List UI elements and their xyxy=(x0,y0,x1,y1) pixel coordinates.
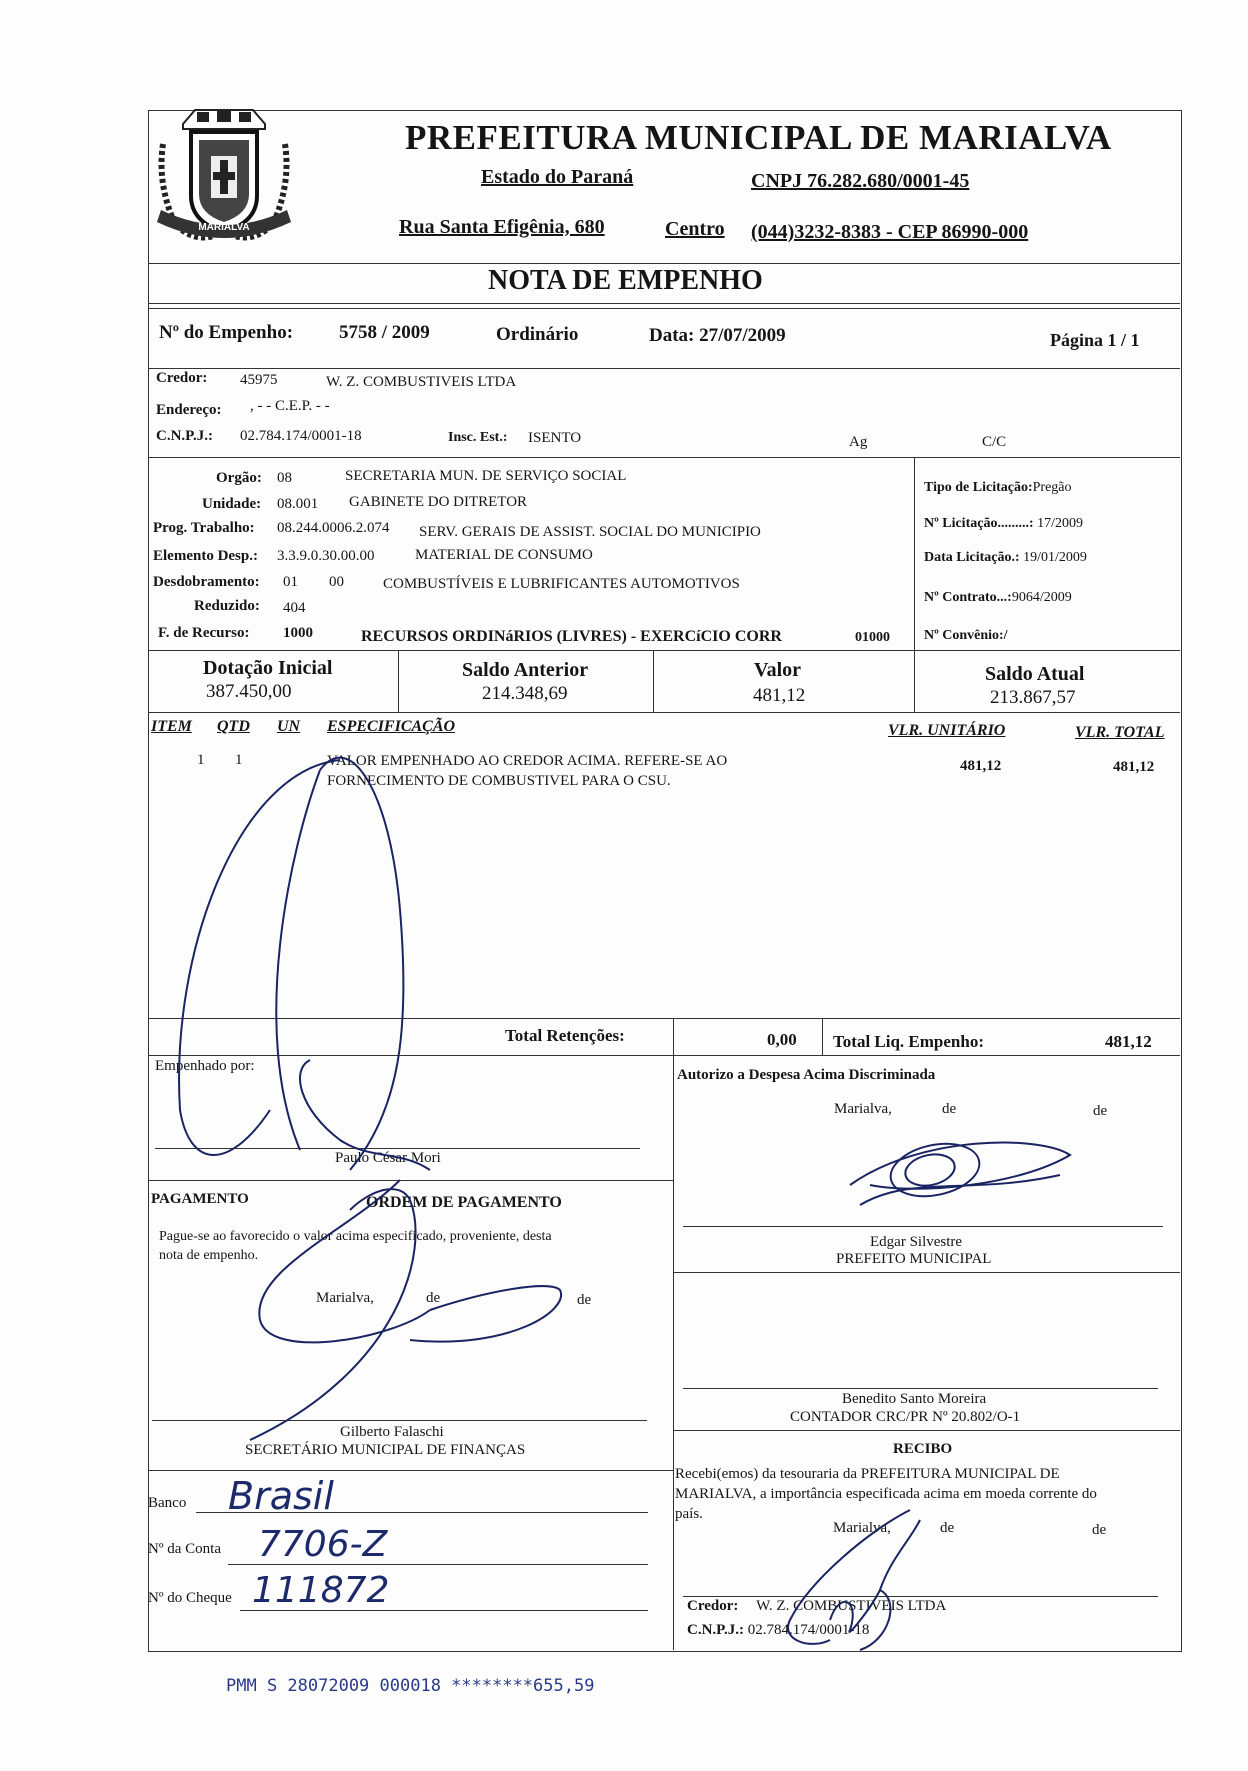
saldo-anterior-label: Saldo Anterior xyxy=(462,659,589,681)
pagamento-text-line2: nota de empenho. xyxy=(159,1248,259,1263)
col-vlr-unitario: VLR. UNITÁRIO xyxy=(888,722,1006,739)
contador-title: CONTADOR CRC/PR Nº 20.802/O-1 xyxy=(790,1409,1021,1425)
valor-label: Valor xyxy=(754,659,802,681)
tipo-licitacao-label: Tipo de Licitação: xyxy=(924,480,1033,495)
unidade-label: Unidade: xyxy=(202,496,262,512)
prog-desc: SERV. GERAIS DE ASSIST. SOCIAL DO MUNICIPIO xyxy=(419,524,761,540)
num-licitacao-label: Nº Licitação.........: xyxy=(924,516,1034,531)
empenho-type: Ordinário xyxy=(496,324,579,345)
empenho-page: Página 1 / 1 xyxy=(1050,330,1140,350)
data-licitacao-label: Data Licitação.: xyxy=(924,550,1020,565)
data-licitacao xyxy=(924,550,1087,566)
credor-label: Credor: xyxy=(156,370,208,386)
elemento-code: 3.3.9.0.30.00.00 xyxy=(277,548,375,564)
empenho-number: 5758 / 2009 xyxy=(339,322,430,343)
contrato xyxy=(924,590,1072,606)
saldo-atual-value: 213.867,57 xyxy=(990,687,1076,708)
col-qtd: QTD xyxy=(217,718,250,735)
item-vlr-unitario: 481,12 xyxy=(960,758,1002,774)
valor-value: 481,12 xyxy=(753,685,806,706)
endereco-label: Endereço: xyxy=(156,402,222,418)
recibo-cnpj-value: 02.784.174/0001-18 xyxy=(747,1622,870,1638)
recibo-local: Marialva, xyxy=(833,1520,891,1536)
col-un: UN xyxy=(277,718,301,735)
recurso-code: 1000 xyxy=(283,625,313,641)
conta-label: Nº da Conta xyxy=(148,1541,221,1557)
elemento-desc: MATERIAL DE CONSUMO xyxy=(415,547,593,563)
pagamento-title: PAGAMENTO xyxy=(151,1191,249,1207)
header-title: PREFEITURA MUNICIPAL DE MARIALVA xyxy=(405,118,1112,157)
recibo-de1: de xyxy=(940,1520,955,1536)
recibo-text-line2: MARIALVA, a importância especificada acima em moeda corrente do xyxy=(675,1486,1097,1502)
secretario-name: Gilberto Falaschi xyxy=(340,1424,444,1440)
contrato-label: Nº Contrato...: xyxy=(924,590,1012,605)
orgao-desc: SECRETARIA MUN. DE SERVIÇO SOCIAL xyxy=(345,468,627,484)
prefeito-title: PREFEITO MUNICIPAL xyxy=(836,1251,992,1267)
orgao-code: 08 xyxy=(277,470,292,486)
data-licitacao-value: 19/01/2009 xyxy=(1023,550,1087,565)
header-address: Rua Santa Efigênia, 680 xyxy=(399,216,605,238)
contador-name: Benedito Santo Moreira xyxy=(842,1391,987,1407)
total-liq-label: Total Liq. Empenho: xyxy=(833,1032,984,1051)
orgao-label: Orgão: xyxy=(216,470,262,486)
header-centro: Centro xyxy=(665,218,725,240)
header-cnpj: CNPJ 76.282.680/0001-45 xyxy=(751,170,970,192)
col-vlr-total: VLR. TOTAL xyxy=(1075,724,1165,741)
pagamento-de2: de xyxy=(577,1292,592,1308)
total-retencoes-value: 0,00 xyxy=(767,1030,797,1049)
pagamento-local: Marialva, xyxy=(316,1290,374,1306)
tipo-licitacao-value: Pregão xyxy=(1032,480,1072,495)
total-retencoes-label: Total Retenções: xyxy=(505,1026,625,1045)
convenio-label: Nº Convênio:/ xyxy=(924,628,1008,643)
item-number: 1 xyxy=(197,752,205,768)
prog-code: 08.244.0006.2.074 xyxy=(277,520,390,536)
item-vlr-total: 481,12 xyxy=(1113,759,1155,775)
header-phone-cep: (044)3232-8383 - CEP 86990-000 xyxy=(751,221,1029,243)
banco-value: Brasil xyxy=(228,1474,334,1518)
recurso-label: F. de Recurso: xyxy=(158,625,250,641)
autorizo-title: Autorizo a Despesa Acima Discriminada xyxy=(677,1067,936,1083)
coat-of-arms-logo xyxy=(153,104,295,254)
tipo-licitacao xyxy=(924,480,1072,496)
unidade-desc: GABINETE DO DITRETOR xyxy=(349,494,528,510)
item-especificacao-line1: VALOR EMPENHADO AO CREDOR ACIMA. REFERE-SE AO xyxy=(327,753,728,769)
banco-label: Banco xyxy=(148,1495,187,1511)
desdobramento-code1: 01 xyxy=(283,574,298,590)
pagamento-de1: de xyxy=(426,1290,441,1306)
desdobramento-desc: COMBUSTÍVEIS E LUBRIFICANTES AUTOMOTIVOS xyxy=(383,576,740,592)
dotacao-inicial-label: Dotação Inicial xyxy=(203,657,333,679)
recurso-code2: 01000 xyxy=(855,630,890,645)
prog-label: Prog. Trabalho: xyxy=(153,520,255,536)
pagamento-text-line1: Pague-se ao favorecido o valor acima especificado, proveniente, desta xyxy=(159,1229,552,1244)
ordem-pagamento-title: ORDEM DE PAGAMENTO xyxy=(366,1194,562,1211)
empenhado-por-label: Empenhado por: xyxy=(155,1058,255,1074)
conta-value: 7706-Z xyxy=(258,1524,388,1565)
insc-label: Insc. Est.: xyxy=(448,430,508,445)
saldo-anterior-value: 214.348,69 xyxy=(482,683,568,704)
insc-value: ISENTO xyxy=(528,430,582,446)
total-liq-value: 481,12 xyxy=(1105,1032,1152,1051)
contrato-value: 9064/2009 xyxy=(1011,590,1072,605)
credor-code: 45975 xyxy=(240,372,278,388)
empenho-date: Data: 27/07/2009 xyxy=(649,325,786,346)
item-especificacao-line2: FORNECIMENTO DE COMBUSTIVEL PARA O CSU. xyxy=(327,773,671,789)
cheque-label: Nº do Cheque xyxy=(148,1590,232,1606)
credor-name: W. Z. COMBUSTIVEIS LTDA xyxy=(326,374,517,390)
autorizo-de2: de xyxy=(1093,1103,1108,1119)
recibo-cnpj-label: C.N.P.J.: xyxy=(687,1622,744,1638)
recibo-text-line3: país. xyxy=(675,1506,703,1522)
credor-cnpj: 02.784.174/0001-18 xyxy=(240,428,362,444)
document-title: NOTA DE EMPENHO xyxy=(488,265,763,296)
cheque-value: 111872 xyxy=(252,1570,390,1611)
signature-secretario xyxy=(230,1170,590,1460)
item-qtd: 1 xyxy=(235,752,243,768)
num-licitacao-value: 17/2009 xyxy=(1037,516,1083,531)
autorizo-de1: de xyxy=(942,1101,957,1117)
recibo-de2: de xyxy=(1092,1522,1107,1538)
seal-ribbon-text: MARIALVA xyxy=(198,222,250,233)
recibo-credor-value: W. Z. COMBUSTIVEIS LTDA xyxy=(756,1598,947,1614)
recibo-title: RECIBO xyxy=(893,1441,953,1457)
conta-corrente-label: C/C xyxy=(982,434,1007,450)
recibo-text-line1: Recebi(emos) da tesouraria da PREFEITURA MUNICIPAL DE xyxy=(675,1466,1060,1482)
signature-credor xyxy=(770,1500,950,1660)
desdobramento-label: Desdobramento: xyxy=(153,574,260,590)
dotacao-inicial-value: 387.450,00 xyxy=(206,681,292,702)
signature-prefeito xyxy=(840,1125,1080,1225)
prefeito-name: Edgar Silvestre xyxy=(870,1234,963,1250)
num-licitacao xyxy=(924,516,1083,532)
endereco-value: , - - C.E.P. - - xyxy=(250,398,330,414)
secretario-title: SECRETÁRIO MUNICIPAL DE FINANÇAS xyxy=(245,1442,526,1458)
recibo-credor-label: Credor: xyxy=(687,1598,739,1614)
saldo-atual-label: Saldo Atual xyxy=(985,663,1085,685)
empenho-label: Nº do Empenho: xyxy=(159,322,294,343)
col-especificacao: ESPECIFICAÇÃO xyxy=(327,718,456,735)
desdobramento-code2: 00 xyxy=(329,574,344,590)
agencia-label: Ag xyxy=(849,434,868,450)
footer-stamp: PMM S 28072009 000018 ********655,59 xyxy=(226,1676,595,1696)
unidade-code: 08.001 xyxy=(277,496,319,512)
recurso-desc: RECURSOS ORDINáRIOS (LIVRES) - EXERCíCIO CORR xyxy=(361,628,782,645)
header-estado: Estado do Paraná xyxy=(481,166,634,188)
reduzido-label: Reduzido: xyxy=(194,598,260,614)
autorizo-local: Marialva, xyxy=(834,1101,892,1117)
credor-cnpj-label: C.N.P.J.: xyxy=(156,428,213,444)
signature-empenhado xyxy=(150,730,610,1190)
elemento-label: Elemento Desp.: xyxy=(153,548,258,564)
col-item: ITEM xyxy=(151,718,192,735)
reduzido-value: 404 xyxy=(283,600,306,616)
empenhado-por-name: Paulo César Mori xyxy=(335,1150,441,1166)
